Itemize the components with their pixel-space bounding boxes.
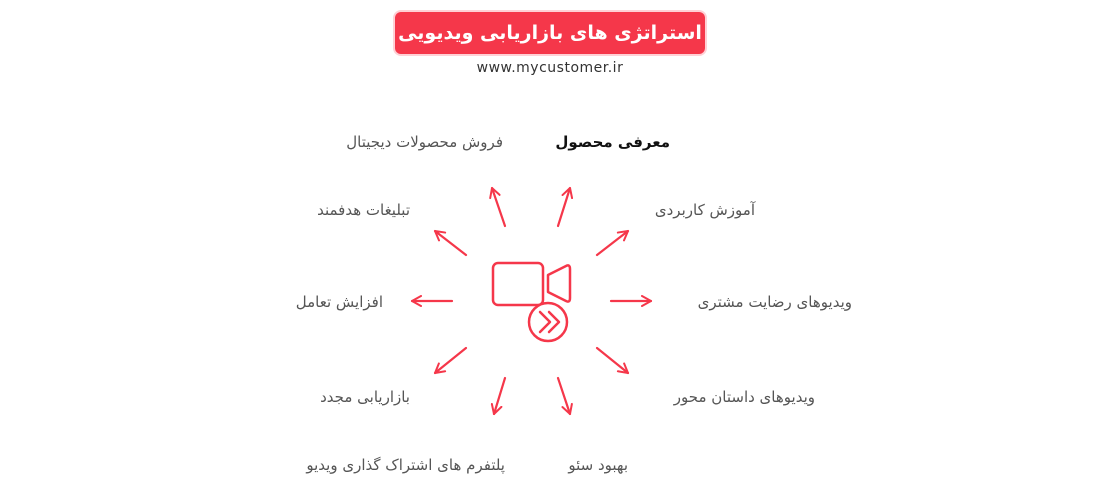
arrow-remarketing [435,348,466,373]
label-engagement: افزایش تعامل [295,293,383,311]
label-digital-products: فروش محصولات دیجیتال [346,133,503,151]
arrow-digital-products [492,188,505,226]
label-seo: بهبود سئو [568,456,628,474]
site-url: www.mycustomer.ir [476,60,624,76]
arrow-seo [558,378,570,414]
label-product-intro: معرفی محصول [555,133,670,151]
label-targeted-ads: تبلیغات هدفمند [317,201,410,219]
video-play-icon [493,263,570,341]
arrow-product-intro [558,188,570,226]
label-sharing-platforms: پلتفرم های اشتراک گذاری ویدیو [306,456,505,474]
label-usage-training: آموزش کاربردی [654,201,755,219]
arrow-usage-training [597,231,628,255]
arrow-storytelling [597,348,628,373]
label-remarketing: بازاریابی مجدد [320,388,410,406]
label-storytelling: ویدیوهای داستان محور [673,388,815,406]
label-customer-satisfaction: ویدیوهای رضایت مشتری [697,293,852,311]
arrow-sharing-platforms [494,378,505,414]
arrow-targeted-ads [435,231,466,255]
page-title: استراتژی های بازاریابی ویدیویی [398,22,702,44]
